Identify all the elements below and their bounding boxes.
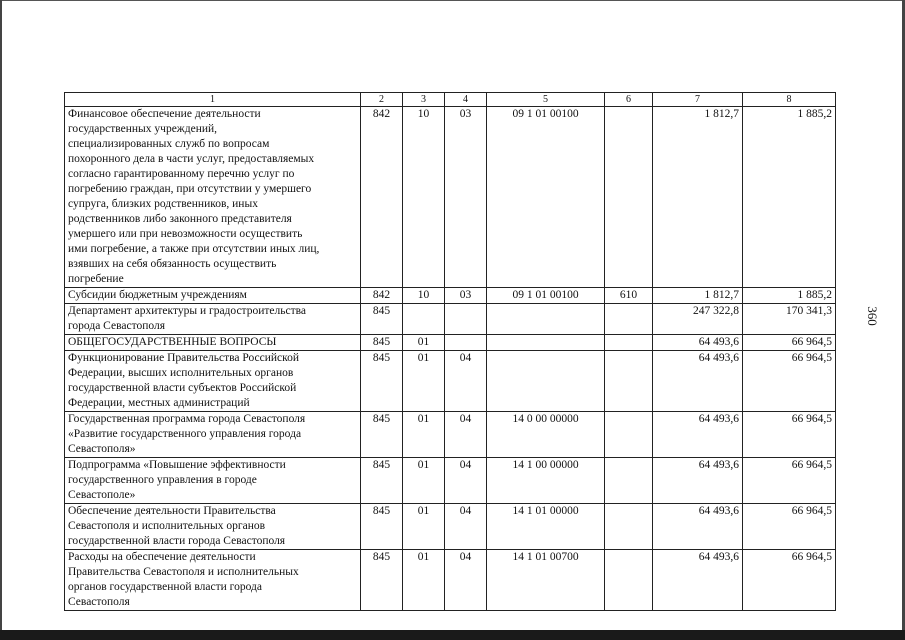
cell-amount-year2: 66 964,5 xyxy=(743,458,836,504)
cell-amount-year2: 66 964,5 xyxy=(743,335,836,351)
table-row xyxy=(65,458,836,504)
column-header: 6 xyxy=(605,93,653,107)
page-frame-bottom xyxy=(0,630,905,640)
item-name-line: ОБЩЕГОСУДАРСТВЕННЫЕ ВОПРОСЫ xyxy=(68,336,277,348)
item-name-line: Государственная программа города Севастополя xyxy=(68,413,306,425)
column-header: 5 xyxy=(487,93,605,107)
item-name-line: погребению граждан, при отсутствии у умершего xyxy=(68,183,312,195)
item-name-line: «Развитие государственного управления города xyxy=(68,428,302,440)
cell-item-name xyxy=(65,351,361,412)
cell-expense-type xyxy=(605,550,653,611)
cell-target-article: 14 1 01 00000 xyxy=(487,504,605,550)
cell-admin-code: 845 xyxy=(361,335,403,351)
cell-subsection: 04 xyxy=(445,458,487,504)
cell-expense-type xyxy=(605,458,653,504)
column-header: 8 xyxy=(743,93,836,107)
item-name-line: Департамент архитектуры и градостроительства xyxy=(68,305,306,317)
cell-admin-code: 845 xyxy=(361,550,403,611)
table-row xyxy=(65,107,836,288)
cell-item-name xyxy=(65,304,361,335)
column-header-row xyxy=(65,93,836,107)
cell-target-article xyxy=(487,335,605,351)
item-name-line: Подпрограмма «Повышение эффективности xyxy=(68,459,286,471)
item-name-line: похоронного дела в части услуг, предоставляемых xyxy=(68,153,315,165)
cell-item-name xyxy=(65,412,361,458)
cell-item-name xyxy=(65,107,361,288)
cell-target-article: 14 1 00 00000 xyxy=(487,458,605,504)
cell-subsection: 03 xyxy=(445,107,487,288)
page-frame-left xyxy=(0,0,2,640)
item-name-line: государственного управления в городе xyxy=(68,474,257,486)
cell-subsection: 04 xyxy=(445,412,487,458)
cell-amount-year2: 170 341,3 xyxy=(743,304,836,335)
cell-amount-year2: 1 885,2 xyxy=(743,288,836,304)
cell-amount-year2: 66 964,5 xyxy=(743,351,836,412)
cell-section: 01 xyxy=(403,550,445,611)
item-name-line: взявших на себя обязанность осуществить xyxy=(68,258,277,270)
cell-expense-type xyxy=(605,304,653,335)
item-name-line: специализированных служб по вопросам xyxy=(68,138,270,150)
column-header: 2 xyxy=(361,93,403,107)
item-name-line: погребение xyxy=(68,273,124,285)
item-name-line: Финансовое обеспечение деятельности xyxy=(68,108,261,120)
item-name-line: Правительства Севастополя и исполнительных xyxy=(68,566,299,578)
cell-amount-year2: 1 885,2 xyxy=(743,107,836,288)
cell-item-name xyxy=(65,550,361,611)
table-body xyxy=(65,107,836,611)
cell-target-article: 09 1 01 00100 xyxy=(487,288,605,304)
item-name-line: Севастополе» xyxy=(68,489,136,501)
table-row xyxy=(65,304,836,335)
item-name-line: Расходы на обеспечение деятельности xyxy=(68,551,256,563)
cell-section: 01 xyxy=(403,412,445,458)
table-row xyxy=(65,351,836,412)
cell-amount-year2: 66 964,5 xyxy=(743,550,836,611)
item-name-line: согласно гарантированному перечню услуг по xyxy=(68,168,295,180)
cell-admin-code: 845 xyxy=(361,458,403,504)
cell-admin-code: 845 xyxy=(361,504,403,550)
cell-section: 01 xyxy=(403,335,445,351)
cell-amount-year1: 1 812,7 xyxy=(653,288,743,304)
cell-admin-code: 845 xyxy=(361,412,403,458)
cell-expense-type xyxy=(605,351,653,412)
cell-amount-year2: 66 964,5 xyxy=(743,412,836,458)
cell-item-name xyxy=(65,504,361,550)
item-name-line: Функционирование Правительства Российской xyxy=(68,352,300,364)
column-header: 3 xyxy=(403,93,445,107)
cell-item-name xyxy=(65,458,361,504)
cell-amount-year1: 64 493,6 xyxy=(653,504,743,550)
cell-expense-type xyxy=(605,335,653,351)
cell-admin-code: 845 xyxy=(361,304,403,335)
cell-subsection: 03 xyxy=(445,288,487,304)
cell-target-article xyxy=(487,304,605,335)
cell-expense-type xyxy=(605,504,653,550)
column-header: 4 xyxy=(445,93,487,107)
item-name-line: ими погребение, а также при отсутствии иных лиц, xyxy=(68,243,320,255)
item-name-line: Севастополя» xyxy=(68,443,136,455)
cell-section: 01 xyxy=(403,458,445,504)
item-name-line: Севастополя и исполнительных органов xyxy=(68,520,266,532)
cell-amount-year1: 64 493,6 xyxy=(653,351,743,412)
item-name-line: умершего или при невозможности осуществить xyxy=(68,228,303,240)
cell-subsection xyxy=(445,304,487,335)
cell-section: 01 xyxy=(403,504,445,550)
table-row xyxy=(65,412,836,458)
table-row xyxy=(65,504,836,550)
cell-admin-code: 842 xyxy=(361,288,403,304)
cell-subsection xyxy=(445,335,487,351)
cell-target-article: 14 1 01 00700 xyxy=(487,550,605,611)
item-name-line: Федерации, высших исполнительных органов xyxy=(68,367,294,379)
column-header: 1 xyxy=(65,93,361,107)
cell-expense-type xyxy=(605,412,653,458)
cell-item-name xyxy=(65,335,361,351)
table-row xyxy=(65,335,836,351)
cell-target-article xyxy=(487,351,605,412)
item-name-line: органов государственной власти города xyxy=(68,581,262,593)
column-header: 7 xyxy=(653,93,743,107)
cell-section: 10 xyxy=(403,288,445,304)
page-number: 360 xyxy=(864,306,880,326)
cell-section xyxy=(403,304,445,335)
cell-expense-type: 610 xyxy=(605,288,653,304)
item-name-line: родственников либо законного представителя xyxy=(68,213,292,225)
cell-section: 10 xyxy=(403,107,445,288)
cell-admin-code: 842 xyxy=(361,107,403,288)
cell-expense-type xyxy=(605,107,653,288)
item-name-line: государственной власти города Севастополя xyxy=(68,535,286,547)
item-name-line: государственной власти субъектов Российской xyxy=(68,382,297,394)
item-name-line: супруга, близких родственников, иных xyxy=(68,198,258,210)
cell-amount-year1: 64 493,6 xyxy=(653,335,743,351)
table-row xyxy=(65,288,836,304)
cell-amount-year2: 66 964,5 xyxy=(743,504,836,550)
cell-amount-year1: 64 493,6 xyxy=(653,412,743,458)
cell-item-name xyxy=(65,288,361,304)
cell-amount-year1: 64 493,6 xyxy=(653,550,743,611)
item-name-line: Обеспечение деятельности Правительства xyxy=(68,505,276,517)
budget-table xyxy=(64,92,836,611)
cell-subsection: 04 xyxy=(445,504,487,550)
cell-subsection: 04 xyxy=(445,550,487,611)
item-name-line: Севастополя xyxy=(68,596,130,608)
cell-amount-year1: 64 493,6 xyxy=(653,458,743,504)
item-name-line: государственных учреждений, xyxy=(68,123,218,135)
cell-target-article: 09 1 01 00100 xyxy=(487,107,605,288)
item-name-line: Федерации, местных администраций xyxy=(68,397,250,409)
cell-admin-code: 845 xyxy=(361,351,403,412)
item-name-line: Субсидии бюджетным учреждениям xyxy=(68,289,247,301)
table-row xyxy=(65,550,836,611)
cell-amount-year1: 1 812,7 xyxy=(653,107,743,288)
cell-subsection: 04 xyxy=(445,351,487,412)
page-frame-top xyxy=(0,0,905,1)
cell-amount-year1: 247 322,8 xyxy=(653,304,743,335)
cell-target-article: 14 0 00 00000 xyxy=(487,412,605,458)
item-name-line: города Севастополя xyxy=(68,320,165,332)
cell-section: 01 xyxy=(403,351,445,412)
